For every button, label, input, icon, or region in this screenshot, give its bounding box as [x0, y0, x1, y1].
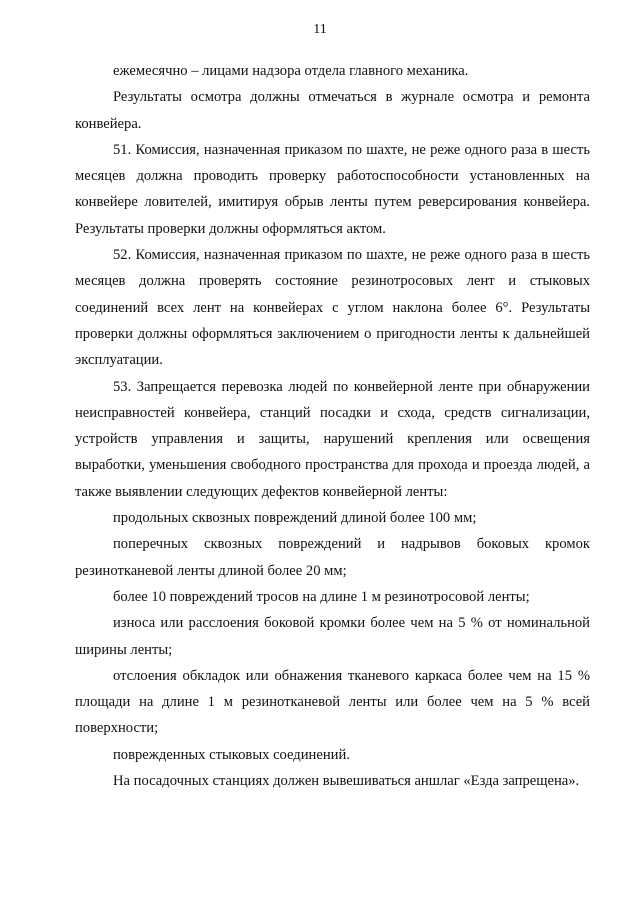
defect-list-item: более 10 повреждений тросов на длине 1 м резинотросовой ленты;	[113, 588, 530, 605]
paragraph: На посадочных станциях должен вывешиваться аншлаг «Езда запрещена».	[113, 773, 580, 790]
document-body	[75, 58, 590, 794]
paragraph: ежемесячно – лицами надзора отдела главного механика.	[113, 63, 469, 79]
page-number: 11	[313, 22, 327, 37]
paragraph-item-51: 51. Комиссия, назначенная приказом по шахте, не реже одного раза в шесть месяцев должна проводить проверку работоспособности установленных на конвейере ловителей, имитируя обрыв ленты путем реверсирования конвейера. Результаты проверки должны оформляться актом.	[75, 141, 590, 237]
defect-list-item: поврежденных стыковых соединений.	[113, 746, 350, 763]
defect-list-item: продольных сквозных повреждений длиной более 100 мм;	[113, 510, 477, 527]
paragraph-item-53: 53. Запрещается перевозка людей по конвейерной ленте при обнаружении неисправностей конвейера, станций посадки и схода, средств сигнализации, устройств управления и защиты, нарушений крепления или освещения выработки, уменьшения свободного пространства для прохода и проезда людей, а также выявлении следующих дефектов конвейерной ленты:	[75, 378, 590, 500]
paragraph-item-52: 52. Комиссия, назначенная приказом по шахте, не реже одного раза в шесть месяцев должна проверять состояние резинотросовых лент и стыковых соединений всех лент на конвейерах с углом наклона более 6°. Результаты проверки должны оформляться заключением о пригодности ленты к дальнейшей эксплуатации.	[75, 247, 590, 369]
paragraph: Результаты осмотра должны отмечаться в журнале осмотра и ремонта конвейера.	[75, 89, 590, 132]
defect-list-item: отслоения обкладок или обнажения тканевого каркаса более чем на 15 % площади на длине 1 м резинотканевой ленты или более чем на 5 % всей поверхности;	[75, 667, 590, 737]
defect-list-item: износа или расслоения боковой кромки более чем на 5 % от номинальной ширины ленты;	[75, 615, 590, 658]
defect-list-item: поперечных сквозных повреждений и надрывов боковых кромок резинотканевой ленты длиной более 20 мм;	[75, 536, 590, 579]
